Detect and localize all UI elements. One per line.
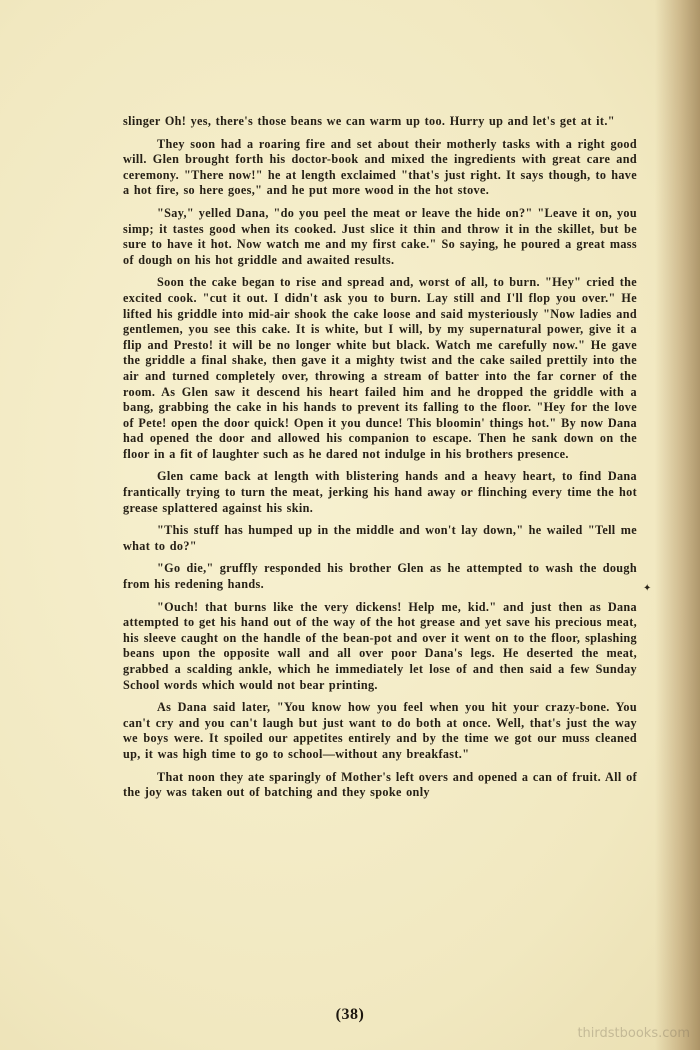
ink-speck-icon: ✦ — [643, 583, 652, 594]
paragraph-6: "This stuff has humped up in the middle and won't lay down," he wailed "Tell me what to do?" — [123, 523, 637, 553]
body-text — [123, 114, 637, 808]
paragraph-10: That noon they ate sparingly of Mother's left overs and opened a can of fruit. All of the joy was taken out of batching and they spoke only — [123, 769, 637, 800]
paragraph-2: They soon had a roaring fire and set about their motherly tasks with a right good will. Glen brought forth his doctor-book and mixed the ingredients with great care and ceremony. "There now!" he at length exclaimed "that's just right. It says though, to have a hot fire, so here goes," and he put more wood in the hot stove. — [123, 136, 637, 198]
paragraph-4: Soon the cake began to rise and spread and, worst of all, to burn. "Hey" cried the excited cook. "cut it out. I didn't ask you to burn. Lay still and I'll flop you over." He lifted his griddle into mid-air shook the cake loose and said mysteriously "Now ladies and gentlemen, you see this cake. It is white, but I will, by my supernatural power, give it a flip and Presto! it will be no longer white but black. Watch me carefully now." He gave the griddle a final shake, then gave it a mighty twist and the cake sailed prettily into the air and turned completely over, throwing a stream of batter into the far corner of the room. As Glen saw it descend his heart failed him and he dropped the griddle with a bang, grabbing the cake in his hands to prevent its falling to the floor. "Hey for the love of Pete! open the door quick! Open it you dunce! This bloomin' things hot." By now Dana had opened the door and allowed his companion to escape. Then he sank down on the floor in a fit of laughter such as he dared not indulge in his brothers presence. — [123, 275, 637, 461]
paragraph-3: "Say," yelled Dana, "do you peel the meat or leave the hide on?" "Leave it on, you simp; it tastes good when its cooked. Just slice it thin and throw it in the skillet, but be sure to have it hot. Now watch me and my first cake." So saying, he poured a great mass of dough on his hot griddle and awaited results. — [123, 205, 637, 267]
page-number: (38) — [335, 1006, 365, 1023]
paragraph-1: slinger Oh! yes, there's those beans we can warm up too. Hurry up and let's get at it." — [123, 114, 615, 128]
paragraph-5: Glen came back at length with blistering hands and a heavy heart, to find Dana frantically trying to turn the meat, jerking his hand away or flinching every time the hot grease splattered against his skin. — [123, 469, 637, 515]
paragraph-7: "Go die," gruffly responded his brother Glen as he attempted to wash the dough from his redening hands. — [123, 561, 637, 592]
paragraph-8: "Ouch! that burns like the very dickens! Help me, kid." and just then as Dana attempted to get his hand out of the way of the hot grease and yet save his precious meat, his sleeve caught on the handle of the bean-pot and over it went on to the floor, splashing beans upon the opposite wall and all over poor Dana's legs. He deserted the meat, grabbed a scalding ankle, which he immediately let lose of and then said a few Sunday School words which would not bear printing. — [123, 599, 637, 692]
watermark: thirdstbooks.com — [577, 1026, 690, 1041]
paragraph-9: As Dana said later, "You know how you feel when you hit your crazy-bone. You can't cry and you can't laugh but just want to do both at once. Well, that's just the way we boys were. It spoiled our appetites entirely and by the time we got our muss cleaned up, it was high time to go to school—without any breakfast." — [123, 700, 637, 761]
